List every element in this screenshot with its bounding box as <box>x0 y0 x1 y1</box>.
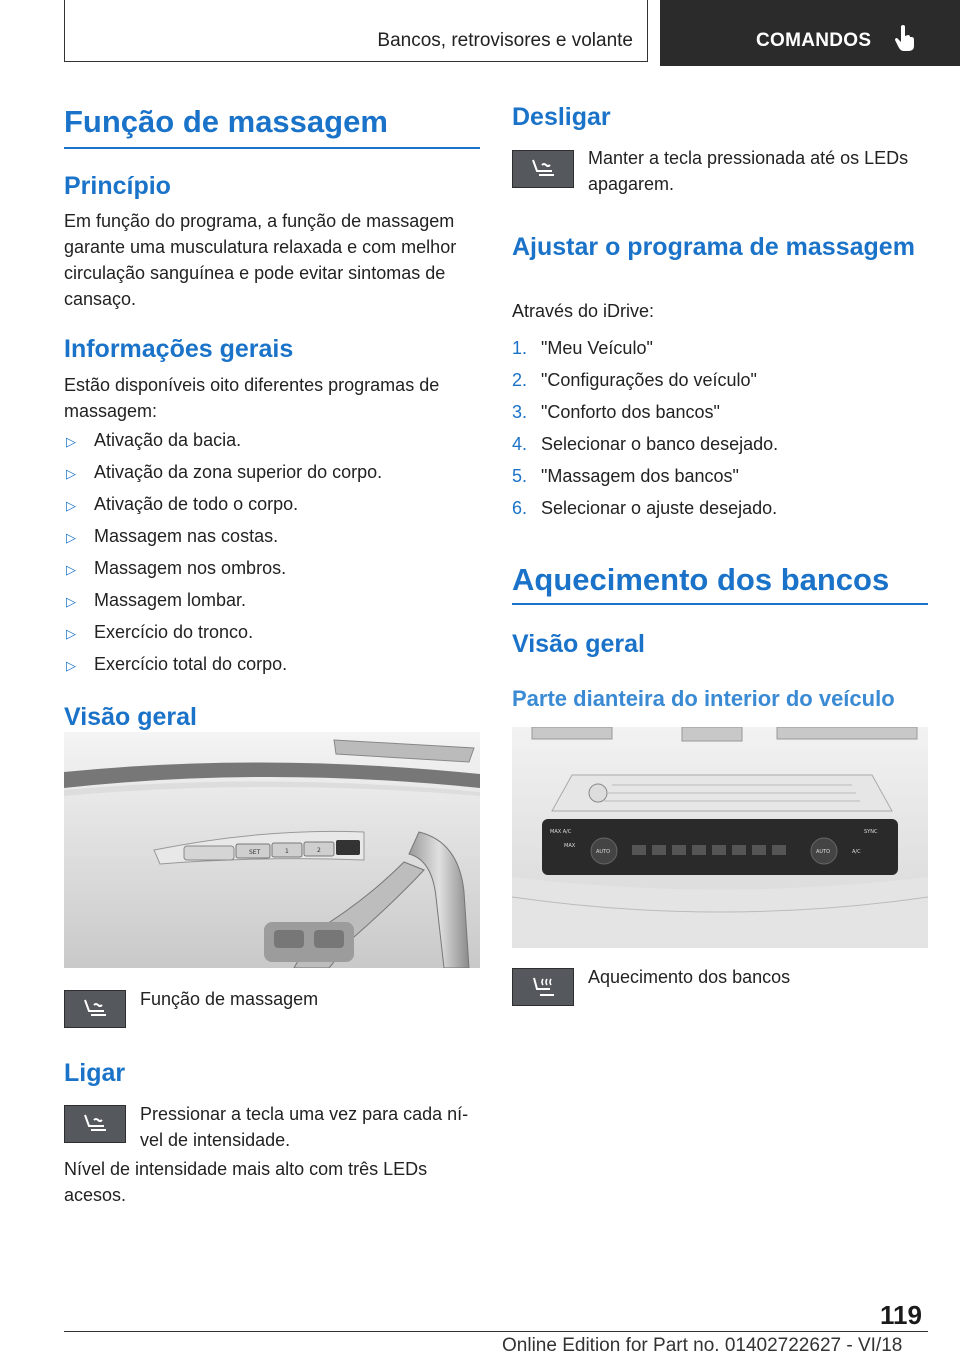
general-heading: Informações gerais <box>64 335 294 363</box>
off-heading: Desligar <box>512 103 611 131</box>
overview-heading: Visão geral <box>64 703 197 731</box>
console-max-label: MAX <box>564 843 576 849</box>
hand-pointer-icon <box>894 24 916 52</box>
on-text-line-1: Pressionar a tecla uma vez para cada ní- <box>140 1104 469 1124</box>
bullet-triangle-icon: ▷ <box>66 594 76 609</box>
heating-caption: Aquecimento dos bancos <box>588 967 791 987</box>
seat-heating-button-icon <box>512 968 574 1006</box>
heating-overview-heading: Visão geral <box>512 630 645 658</box>
bullet-triangle-icon: ▷ <box>66 626 76 641</box>
center-console-photo <box>512 727 928 948</box>
massage-caption: Função de massagem <box>140 989 319 1009</box>
footer-rule <box>64 1331 928 1332</box>
header-section-box <box>64 0 648 62</box>
on-text <box>140 1101 480 1153</box>
chapter-tab <box>660 0 960 66</box>
principle-heading: Princípio <box>64 172 171 200</box>
off-text: Manter a tecla pressionada até os LEDs apagarem. <box>588 148 909 194</box>
door-set-label: SET <box>249 849 261 856</box>
bullet-triangle-icon: ▷ <box>66 498 76 513</box>
page-number: 119 <box>880 1300 922 1330</box>
massage-button-icon <box>512 150 574 188</box>
console-ac-label: A/C <box>852 849 861 855</box>
console-auto-left-label: AUTO <box>596 849 611 855</box>
bullet-triangle-icon: ▷ <box>66 658 76 673</box>
console-max-ac-label: MAX A/C <box>550 829 572 835</box>
heating-subheading: Parte dianteira do interior do veículo <box>512 686 895 711</box>
adjust-heading: Ajustar o programa de massagem <box>512 233 915 261</box>
heating-title: Aquecimento dos bancos <box>512 562 890 597</box>
bullet-triangle-icon: ▷ <box>66 466 76 481</box>
on-heading: Ligar <box>64 1059 126 1087</box>
console-auto-right-label: AUTO <box>816 849 831 855</box>
massage-button-icon <box>64 990 126 1028</box>
bullet-triangle-icon: ▷ <box>66 530 76 545</box>
page-title: Função de massagem <box>64 104 388 139</box>
on-note: Nível de intensidade mais alto com três LEDs acesos. <box>64 1159 428 1205</box>
section-title: Bancos, retrovisores e volante <box>377 30 633 51</box>
door-memory-2-label: 2 <box>317 847 321 854</box>
edition-note: Online Edition for Part no. 01402722627 - VI/18 <box>502 1335 903 1356</box>
bullet-triangle-icon: ▷ <box>66 434 76 449</box>
door-panel-photo <box>64 732 480 968</box>
massage-button-icon <box>64 1105 126 1143</box>
console-sync-label: SYNC <box>864 829 878 835</box>
on-text-line-2: vel de intensidade. <box>140 1130 291 1150</box>
adjust-intro: Através do iDrive: <box>512 301 655 321</box>
heating-rule <box>512 603 928 605</box>
principle-text: Em função do programa, a função de massagem garante uma musculatura relaxada e com melhor circulação sanguínea e pode evitar sintomas de cansaço. <box>64 211 457 309</box>
title-rule <box>64 147 480 149</box>
bullet-triangle-icon: ▷ <box>66 562 76 577</box>
general-text: Estão disponíveis oito diferentes programas de massagem: <box>64 375 440 421</box>
chapter-label: COMANDOS <box>756 30 872 51</box>
door-memory-1-label: 1 <box>285 848 289 855</box>
